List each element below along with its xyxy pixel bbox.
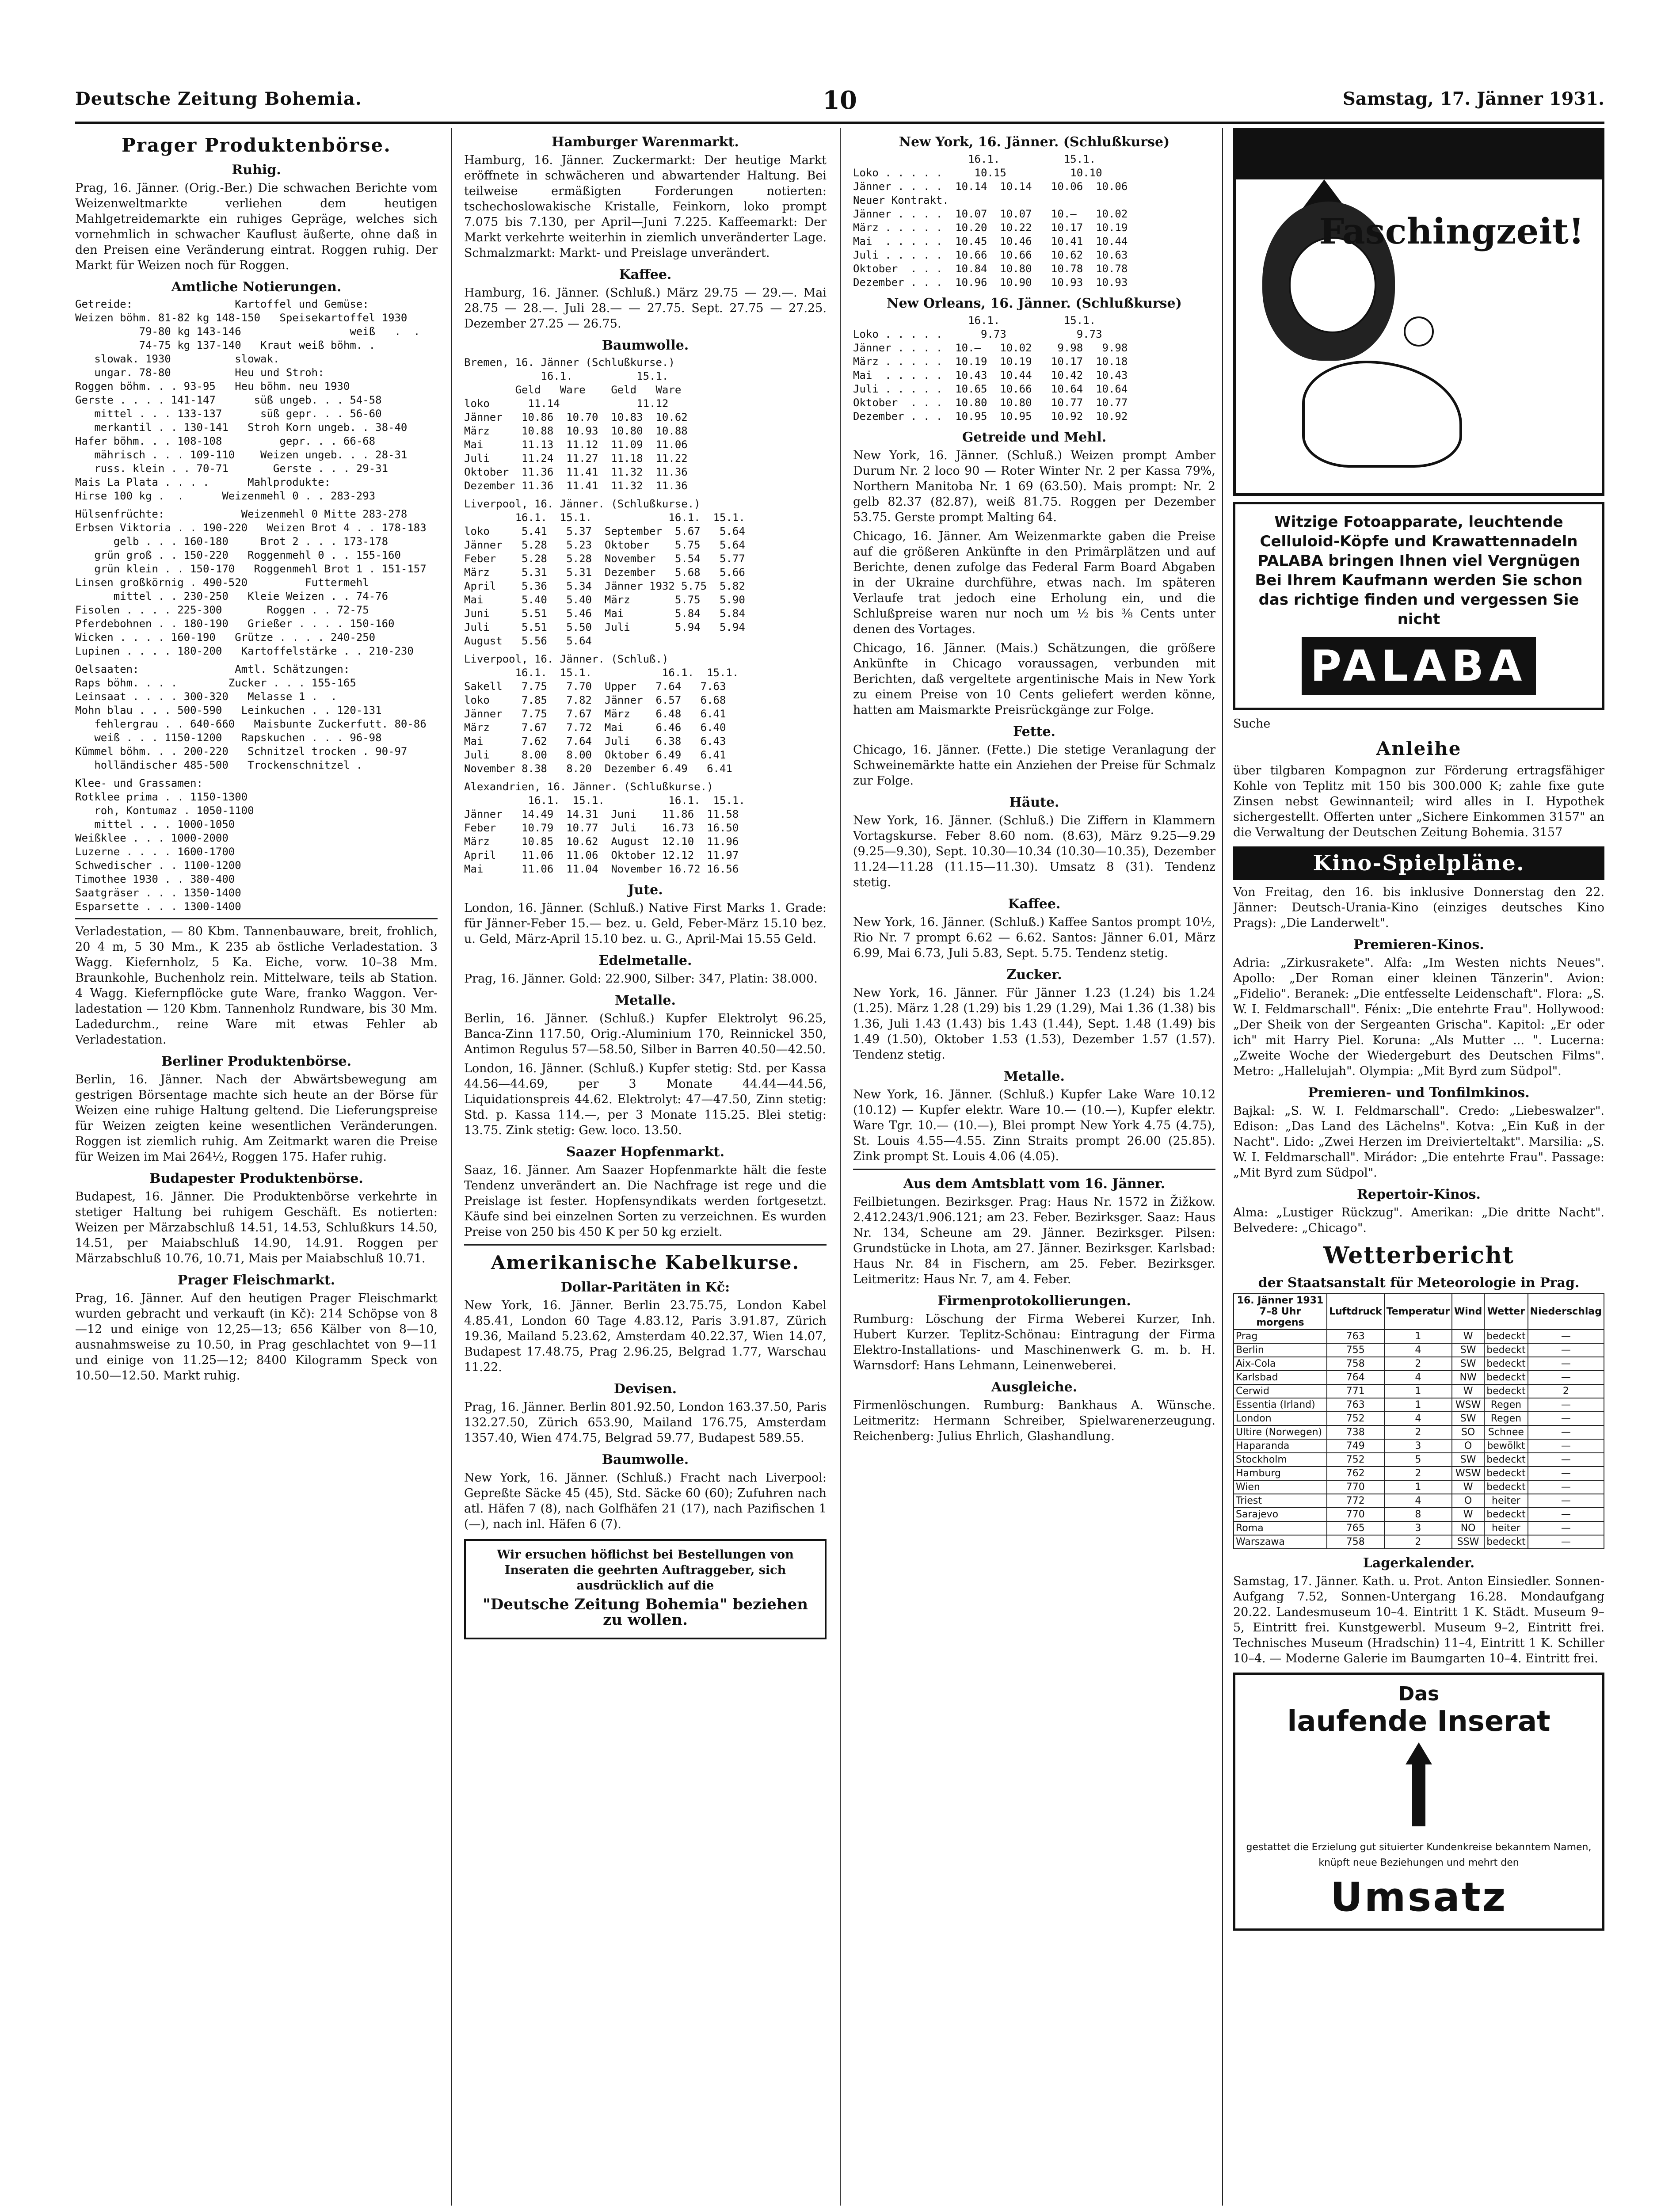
section-title: New York, 16. Jänner. (Schlußkurse) xyxy=(899,134,1170,150)
article-text: Chicago, 16. Jänner. (Fette.) Die stetige Veranlagung der Schweinemärkte hatte ein Anziehen der Preise für Schmalz zur Folge. xyxy=(853,743,1215,788)
kino-list: Alma: „Lustiger Rückzug". Amerikan: „Die dritte Nacht". Belvedere: „Chicago". xyxy=(1233,1206,1604,1235)
weather-cell: heiter xyxy=(1484,1494,1528,1508)
ad-small-text: gestattet die Erzielung gut situierter Kundenkreise bekanntem Namen, knüpft neue Beziehungen und mehrt den xyxy=(1246,1842,1592,1868)
weather-cell: — xyxy=(1528,1494,1604,1508)
notice-paper-name: "Deutsche Zeitung Bohemia" beziehen zu wollen. xyxy=(483,1596,808,1629)
weather-cell: 1 xyxy=(1384,1398,1452,1412)
weather-cell: 763 xyxy=(1327,1330,1384,1343)
kino-list: Adria: „Zirkusrakete". Alfa: „Im Westen nichts Neues". Apollo: „Der Roman einer kleinen Tänzerin". Avion: „Fidelio". Beranek: „Die entfesselte Leidenschaft". Flora: „S. W. I. Feldmarschall". Fénix: „Die entehrte Frau". Hollywood: „Der Sheik von der Sergeanten Grischa". Kapitol: „Er oder ich" mit Harry Piel. Koruna: „Als Mutter ... ". Lucerna: „Zweite Woche der Wiedergeburt des Deutschen Films". Metro: „Hallelujah". Olympia: „Mit Byrd zum Südpol". xyxy=(1233,956,1604,1078)
section-title: Getreide und Mehl. xyxy=(962,430,1107,445)
section-title: Lagerkalender. xyxy=(1363,1555,1475,1571)
article-text: Berlin, 16. Jänner. Nach der Abwärtsbewegung am gestrigen Börsentage machte sich heute an der Börse für Weizen eine ruhige Haltung geltend. Die Lieferungspreise für Weizen zeigten keine wesentlichen Veränderungen. Roggen ist ziemlich ruhig. Am Zeitmarkt waren die Preise für Weizen im Mai 264½, Roggen 175. Hafer ruhig. xyxy=(75,1073,438,1164)
weather-cell: Wien xyxy=(1234,1480,1327,1494)
weather-cell: bedeckt xyxy=(1484,1508,1528,1521)
weather-cell: Triest xyxy=(1234,1494,1327,1508)
section-title: Premieren-Kinos. xyxy=(1353,937,1484,953)
weather-cell: SO xyxy=(1452,1425,1484,1439)
weather-cell: Karlsbad xyxy=(1234,1371,1327,1384)
weather-cell: — xyxy=(1528,1453,1604,1467)
weather-header-cell: Wind xyxy=(1452,1294,1484,1330)
classified-label: Suche xyxy=(1233,717,1271,731)
weather-cell: Haparanda xyxy=(1234,1439,1327,1453)
section-title: Repertoir-Kinos. xyxy=(1356,1187,1481,1202)
section-title: Edelmetalle. xyxy=(598,953,692,968)
article-text: Prag, 16. Jänner. (Orig.-Ber.) Die schwachen Berichte vom Weizenweltmarkte verliehen dem heutigen Mahlgetreidemarkte ein ruhiges Gepräge, welches sich vornehmlich in schwacher Kauflust äußerte, ohne daß in den Preisen eine Veränderung eintrat. Roggen ruhig. Der Markt für Weizen noch für Roggen. xyxy=(75,181,438,272)
article-text: Prag, 16. Jänner. Berlin 801.92.50, London 163.37.50, Paris 132.27.50, Zürich 653.90, Mailand 176.75, Amsterdam 1357.40, Wien 474.75, Belgrad 59.77, Budapest 589.55. xyxy=(464,1400,827,1445)
weather-row xyxy=(1234,1508,1604,1521)
weather-cell: Warszawa xyxy=(1234,1535,1327,1549)
weather-cell: bedeckt xyxy=(1484,1330,1528,1343)
kino-intro: Von Freitag, den 16. bis inklusive Donnerstag den 22. Jänner: Deutsch-Urania-Kino (einziges deutsches Kino Prags): „Die Landerwelt". xyxy=(1233,885,1604,930)
page-number: 10 xyxy=(823,86,857,115)
column-4 xyxy=(1233,128,1604,2206)
kino-list: Bajkal: „S. W. I. Feldmarschall". Credo: „Liebeswalzer". Edison: „Das Land des Lächelns". Kotva: „Ein Kuß in der Nacht". Lido: „Zwei Herzen im Dreivierteltakt". Marsilia: „S. W. I. Feldmarschall". Mirádor: „Die entehrte Frau". Passage: „Mit Byrd zum Südpol". xyxy=(1233,1104,1604,1180)
price-table: 16.1. 15.1. Loko . . . . . 10.15 10.10 Jänner . . . . 10.14 10.14 10.06 10.06 Neuer Kontrakt. Jänner . . . . 10.07 10.07 10.— 10.02 März . . . . . 10.20 10.22 10.17 10.19 Mai . . . . . 10.45 10.46 10.41 10.44 Juli . . . . . 10.66 10.66 10.62 10.63 Oktober . . . 10.84 10.80 10.78 10.78 Dezember . . . 10.96 10.90 10.93 10.93 xyxy=(853,153,1128,289)
weather-cell: bedeckt xyxy=(1484,1371,1528,1384)
weather-cell: — xyxy=(1528,1508,1604,1521)
weather-cell: — xyxy=(1528,1371,1604,1384)
section-title: Metalle. xyxy=(1004,1069,1065,1084)
article-text: London, 16. Jänner. (Schluß.) Native First Marks 1. Grade: für Jänner-Feber 15.— bez. u. Geld, Feber-März 15.10 bez. u. Geld, März-April 15.10 bez. u. G., April-Mai 15.55 Geld. xyxy=(464,901,827,946)
weather-cell: W xyxy=(1452,1480,1484,1494)
weather-header-cell: Luftdruck xyxy=(1327,1294,1384,1330)
weather-cell: 4 xyxy=(1384,1412,1452,1425)
price-table: Oelsaaten: Amtl. Schätzungen: Raps böhm. . . . Zucker . . . 155-165 Leinsaat . . . . 300-320 Melasse 1 . . Mohn blau . . . 500-590 Leinkuchen . . 120-131 fehlergrau . . 640-660 Maisbunte Zuckerfutt. 80-86 weiß . . . 1150-1200 Rapskuchen . . . 96-98 Kümmel böhm. . . 200-220 Schnitzel trocken . 90-97 holländischer 485-500 Trockenschnitzel . xyxy=(75,663,427,771)
section-title: Amerikanische Kabelkurse. xyxy=(491,1252,800,1273)
rocket-icon xyxy=(1403,1742,1434,1835)
header-rule xyxy=(75,122,1604,124)
weather-cell: 2 xyxy=(1528,1384,1604,1398)
weather-cell: — xyxy=(1528,1330,1604,1343)
weather-row xyxy=(1234,1521,1604,1535)
weather-cell: Schnee xyxy=(1484,1425,1528,1439)
palaba-logo: PALABA xyxy=(1302,637,1536,695)
weather-cell: 8 xyxy=(1384,1508,1452,1521)
weather-row xyxy=(1234,1343,1604,1357)
weather-header-cell: Wetter xyxy=(1484,1294,1528,1330)
weather-cell: London xyxy=(1234,1412,1327,1425)
price-table: Liverpool, 16. Jänner. (Schlußkurse.) 16.1. 15.1. 16.1. 15.1. loko 5.41 5.37 September 5.67 5.64 Jänner 5.28 5.23 Oktober 5.75 5.64 Feber 5.28 5.28 November 5.54 5.77 März 5.31 5.31 Dezember 5.68 5.66 April 5.36 5.34 Jänner 1932 5.75 5.82 Mai 5.40 5.40 März 5.75 5.90 Juni 5.51 5.46 Mai 5.84 5.84 Juli 5.51 5.50 Juli 5.94 5.94 August 5.56 5.64 xyxy=(464,498,745,647)
weather-cell: bedeckt xyxy=(1484,1384,1528,1398)
weather-cell: — xyxy=(1528,1412,1604,1425)
weather-cell: W xyxy=(1452,1508,1484,1521)
article-text: New York, 16. Jänner. (Schluß.) Weizen prompt Amber Durum Nr. 2 loco 90 — Roter Winter Nr. 2 per Kassa 79%, Northern Manitoba Nr. 1 69 (63.50). Mais prompt: Nr. 2 gelb 82.37 (82.87), weiß 81.75. Roggen per Dezember 53.75. Gerste prompt Malting 64. xyxy=(853,449,1215,524)
article-text: Hamburg, 16. Jänner. Zuckermarkt: Der heutige Markt eröffnete in schwächeren und abwartender Haltung. Bei teilweise ermäßigten Forderungen notierten: tschechoslowakische Kristalle, Feinkorn, loko prompt 7.075 bis 7.130, per April—Juni 7.225. Kaffeemarkt: Der Markt verkehrte weiterhin in ziemlich unveränderter Lage. Schmalzmarkt: Markt- und Preislage unverändert. xyxy=(464,153,827,260)
weather-row xyxy=(1234,1480,1604,1494)
weather-cell: 1 xyxy=(1384,1330,1452,1343)
ad-headline: Faschingzeit! xyxy=(1319,210,1584,252)
article-text: Hamburg, 16. Jänner. (Schluß.) März 29.75 — 29.—. Mai 28.75 — 28.—. Juli 28.— — 27.75. Sept. 27.75 — 27.25. Dezember 27.25 — 26.75. xyxy=(464,286,827,331)
weather-row xyxy=(1234,1357,1604,1371)
article-text: New York, 16. Jänner. (Schluß.) Kupfer Lake Ware 10.12 (10.12) — Kupfer elektr. Ware 10.— (10.—), Kupfer elektr. Ware Tgr. 10.— (10.—), Blei prompt New York 4.75 (4.75), St. Louis 4.55—4.55. Zinn Straits prompt 26.00 (25.85). Zink prompt St. Louis 4.06 (4.05). xyxy=(853,1088,1215,1163)
weather-row xyxy=(1234,1425,1604,1439)
article-text: London, 16. Jänner. (Schluß.) Kupfer stetig: Std. per Kassa 44.56—44.69, per 3 Monate 44.44—44.56, Liquidationspreis 44.62. Elektrolyt: 47—47.50, Zinn stetig: Std. p. Kassa 114.—, per 3 Monate 115.25. Blei stetig: 13.75. Zink stetig: Gew. loco. 13.50. xyxy=(464,1062,827,1137)
weather-table xyxy=(1233,1293,1604,1549)
palaba-advertisement xyxy=(1233,502,1604,710)
column-1 xyxy=(75,128,438,2206)
weather-cell: bedeckt xyxy=(1484,1357,1528,1371)
weather-cell: SW xyxy=(1452,1412,1484,1425)
weather-cell: W xyxy=(1452,1330,1484,1343)
section-title: Baumwolle. xyxy=(602,338,689,353)
weather-cell: 3 xyxy=(1384,1439,1452,1453)
weather-cell: 762 xyxy=(1327,1467,1384,1480)
weather-row xyxy=(1234,1384,1604,1398)
weather-cell: bedeckt xyxy=(1484,1343,1528,1357)
weather-row xyxy=(1234,1371,1604,1384)
weather-cell: 758 xyxy=(1327,1535,1384,1549)
weather-cell: Sarajevo xyxy=(1234,1508,1327,1521)
notice-box xyxy=(464,1539,827,1639)
weather-header-cell: Niederschlag xyxy=(1528,1294,1604,1330)
weather-row xyxy=(1234,1330,1604,1343)
weather-cell: 770 xyxy=(1327,1480,1384,1494)
weather-cell: 1 xyxy=(1384,1384,1452,1398)
classified-title: Anleihe xyxy=(1376,738,1462,759)
weather-cell: Ultire (Norwegen) xyxy=(1234,1425,1327,1439)
weather-cell: Aix-Cola xyxy=(1234,1357,1327,1371)
weather-cell: SSW xyxy=(1452,1535,1484,1549)
fasching-advertisement xyxy=(1233,128,1604,496)
ad-banner xyxy=(1236,131,1602,179)
weather-cell: — xyxy=(1528,1357,1604,1371)
weather-cell: bedeckt xyxy=(1484,1453,1528,1467)
weather-cell: Roma xyxy=(1234,1521,1327,1535)
weather-cell: 4 xyxy=(1384,1371,1452,1384)
price-table: Alexandrien, 16. Jänner. (Schlußkurse.) 16.1. 15.1. 16.1. 15.1. Jänner 14.49 14.31 Juni 11.86 11.58 Feber 10.79 10.77 Juli 16.73 16.50 März 10.85 10.62 August 12.10 11.96 April 11.06 11.06 Oktober 12.12 11.97 Mai 11.06 11.04 November 16.72 16.56 xyxy=(464,781,745,875)
article-text: Budapest, 16. Jänner. Die Produktenbörse verkehrte in stetiger Haltung bei ruhigem Geschäft. Es notierten: Weizen per Märzabschluß 14.51, 14.53, Schlußkurs 14.50, 14.51, per Maiabschluß 14.90, 14.91. Roggen per Märzabschluß 10.76, 10.71, Mais per Maiabschluß 10.71. xyxy=(75,1190,438,1265)
weather-cell: Stockholm xyxy=(1234,1453,1327,1467)
article-text: Prag, 16. Jänner. Gold: 22.900, Silber: 347, Platin: 38.000. xyxy=(464,972,818,986)
weather-row xyxy=(1234,1453,1604,1467)
weather-cell: 2 xyxy=(1384,1425,1452,1439)
column-divider xyxy=(1222,128,1223,2206)
weather-row xyxy=(1234,1439,1604,1453)
weather-cell: Prag xyxy=(1234,1330,1327,1343)
weather-cell: 770 xyxy=(1327,1508,1384,1521)
weather-cell: 752 xyxy=(1327,1453,1384,1467)
weather-cell: 2 xyxy=(1384,1467,1452,1480)
weather-cell: O xyxy=(1452,1439,1484,1453)
weather-row xyxy=(1234,1494,1604,1508)
weather-header-row xyxy=(1234,1294,1604,1330)
weather-cell: 755 xyxy=(1327,1343,1384,1357)
price-table: Hülsenfrüchte: Weizenmehl 0 Mitte 283-278 Erbsen Viktoria . . 190-220 Weizen Brot 4 . . 178-183 gelb . . . 160-180 Brot 2 . . . 173-178 grün groß . . 150-220 Roggenmehl 0 . . 155-160 grün klein . . 150-170 Roggenmehl Brot 1 . 151-157 Linsen großkörnig . 490-520 Futtermehl mittel . . 230-250 Kleie Weizen . . 74-76 Fisolen . . . . 225-300 Roggen . . 72-75 Pferdebohnen . . 180-190 Grießer . . . . 150-160 Wicken . . . . 160-190 Grütze . . . . 240-250 Lupinen . . . . 180-200 Kartoffelstärke . . 210-230 xyxy=(75,508,427,657)
weather-cell: SW xyxy=(1452,1357,1484,1371)
section-title: Zucker. xyxy=(1006,967,1062,983)
weather-cell: Essentia (Irland) xyxy=(1234,1398,1327,1412)
weather-cell: 738 xyxy=(1327,1425,1384,1439)
weather-cell: NO xyxy=(1452,1521,1484,1535)
weather-header-cell: Temperatur xyxy=(1384,1294,1452,1330)
weather-row xyxy=(1234,1467,1604,1480)
page-header xyxy=(75,88,1604,119)
section-subtitle: Ruhig. xyxy=(232,162,281,178)
weather-cell: 1 xyxy=(1384,1480,1452,1494)
section-title: Metalle. xyxy=(615,993,676,1008)
price-table: Liverpool, 16. Jänner. (Schluß.) 16.1. 15.1. 16.1. 15.1. Sakell 7.75 7.70 Upper 7.64 7.63 loko 7.85 7.82 Jänner 6.57 6.68 Jänner 7.75 7.67 März 6.48 6.41 März 7.67 7.72 Mai 6.46 6.40 Mai 7.62 7.64 Juli 6.38 6.43 Juli 8.00 8.00 Oktober 6.49 6.41 November 8.38 8.20 Dezember 6.49 6.41 xyxy=(464,653,739,775)
weather-cell: 749 xyxy=(1327,1439,1384,1453)
section-title: Jute. xyxy=(628,882,663,898)
price-table: Klee- und Grassamen: Rotklee prima . . 1150-1300 roh, Kontumaz . 1050-1100 mittel . . . 1000-1050 Weißklee . . . 1000-2000 Luzerne . . . . 1600-1700 Schwedischer . . 1100-1200 Timothee 1930 . . 380-400 Saatgräser . . . 1350-1400 Esparsette . . . 1300-1400 xyxy=(75,777,254,913)
section-title: Saazer Hopfenmarkt. xyxy=(566,1144,725,1160)
notice-text: Wir ersuchen höflichst bei Bestellungen von Inseraten die geehrten Auftraggeber, sich ausdrücklich auf die xyxy=(497,1548,794,1593)
weather-cell: — xyxy=(1528,1425,1604,1439)
column-divider xyxy=(451,128,452,2206)
weather-row xyxy=(1234,1398,1604,1412)
palaba-text: Witzige Fotoapparate, leuchtende Celluloid-Köpfe und Krawattennadeln PALABA bringen Ihnen viel Vergnügen Bei Ihrem Kaufmann werden Sie schon das richtige finden und vergessen Sie nicht xyxy=(1255,513,1583,628)
weather-title: Wetterbericht xyxy=(1323,1242,1514,1269)
section-title: Fette. xyxy=(1013,724,1055,739)
weather-cell: Regen xyxy=(1484,1412,1528,1425)
doll-icon xyxy=(1404,316,1434,347)
weather-cell: SW xyxy=(1452,1453,1484,1467)
weather-header-cell: 16. Jänner 1931 7–8 Uhr morgens xyxy=(1234,1294,1327,1330)
weather-cell: 758 xyxy=(1327,1357,1384,1371)
article-text: Chicago, 16. Jänner. Am Weizenmarkte gaben die Preise auf die größeren Ankünfte in den Primärplätzen und auf Berichte, denen zufolge das Federal Farm Board Abgaben in der Ukraine durchführe, etwas nach. Im späteren Verlaufe trat jedoch eine Erholung ein, und die Schlußpreise waren nur noch um ½ bis ⅜ Cents unter denen des Vortages. xyxy=(853,530,1215,636)
section-title: Aus dem Amtsblatt vom 16. Jänner. xyxy=(903,1176,1166,1192)
section-title: Häute. xyxy=(1009,795,1059,810)
weather-cell: — xyxy=(1528,1398,1604,1412)
weather-cell: 765 xyxy=(1327,1521,1384,1535)
kino-title: Kino-Spielpläne. xyxy=(1233,846,1604,880)
weather-cell: — xyxy=(1528,1343,1604,1357)
weather-cell: Hamburg xyxy=(1234,1467,1327,1480)
section-title: Baumwolle. xyxy=(602,1452,689,1467)
weather-cell: 752 xyxy=(1327,1412,1384,1425)
weather-cell: — xyxy=(1528,1467,1604,1480)
weather-cell: Regen xyxy=(1484,1398,1528,1412)
section-subtitle: Dollar-Paritäten in Kč: xyxy=(560,1280,730,1295)
column-3 xyxy=(853,128,1215,2206)
inserat-advertisement xyxy=(1233,1673,1604,1931)
weather-cell: — xyxy=(1528,1521,1604,1535)
section-title: Firmenprotokollierungen. xyxy=(937,1293,1131,1309)
section-title: Ausgleiche. xyxy=(991,1379,1078,1395)
section-title: Devisen. xyxy=(613,1381,677,1397)
weather-subtitle: der Staatsanstalt für Meteorologie in Prag. xyxy=(1258,1275,1580,1291)
weather-cell: 2 xyxy=(1384,1357,1452,1371)
article-text: Feilbietungen. Bezirksger. Prag: Haus Nr. 1572 in Žižkow. 2.412.243/1.906.121; am 23. Feber. Bezirksger. Saaz: Haus Nr. 134, Scheune am 29. Jänner. Bezirksger. Pilsen: Grundstücke in Lhota, am 27. Jänner. Bezirksger. Karlsbad: Haus Nr. 84 in Fischern, am 25. Feber. Bezirksger. Leitmeritz: Haus Nr. 7, am 4. Feber. xyxy=(853,1195,1215,1286)
divider xyxy=(75,918,438,919)
weather-row xyxy=(1234,1535,1604,1549)
section-title: Kaffee. xyxy=(1008,896,1061,912)
article-text: New York, 16. Jänner. Für Jänner 1.23 (1.24) bis 1.24 (1.25). März 1.28 (1.29) bis 1.29 (1.29), Mai 1.36 (1.38) bis 1.36, Juli 1.43 (1.43) bis 1.43 (1.44), Sept. 1.48 (1.49) bis 1.49 (1.50), Oktober 1.53 (1.53), Dezember 1.57 (1.57). Tendenz stetig. xyxy=(853,986,1215,1062)
weather-cell: NW xyxy=(1452,1371,1484,1384)
article-text: Chicago, 16. Jänner. (Mais.) Schätzungen, die größere Ankünfte in Chicago voraussagen, verbunden mit Berichten, daß vergeltete argentinische Mais in New York zu einem Preise von 10 Cents geliefert werden könne, hatten am Maismarkte Preisrückgänge zur Folge. xyxy=(853,641,1215,717)
article-text: Prag, 16. Jänner. Auf den heutigen Prager Fleischmarkt wurden gebracht und verkauft (in Kč): 214 Schöpse von 8—12 und einige von 12,25—13; 656 Kälber von 8—10, ausnahmsweise zu 10.50, in Prag geschlachtet von 9—11 und einige von 11.25—12; 8400 Kilogramm Speck von 10.50—12.50. Markt ruhig. xyxy=(75,1292,438,1383)
weather-cell: Cerwid xyxy=(1234,1384,1327,1398)
weather-cell: bedeckt xyxy=(1484,1535,1528,1549)
article-text: New York, 16. Jänner. Berlin 23.75.75, London Kabel 4.85.41, London 60 Tage 4.83.12, Paris 3.91.87, Zürich 19.36, Mailand 5.23.62, Amsterdam 40.22.37, Wien 14.07, Budapest 17.48.75, Prag 2.96.25, Belgrad 1.77, Warschau 11.22. xyxy=(464,1299,827,1374)
weather-cell: heiter xyxy=(1484,1521,1528,1535)
weather-cell: 5 xyxy=(1384,1453,1452,1467)
article-text: Rumburg: Löschung der Firma Weberei Kurzer, Inh. Hubert Kurzer. Teplitz-Schönau: Eintragung der Firma Elektro-Installations- und Maschinenwerk G. m. b. H. Warnsdorf: Hans Lehmann, Leinenweberei. xyxy=(853,1312,1215,1372)
weather-cell: WSW xyxy=(1452,1467,1484,1480)
weather-cell: 4 xyxy=(1384,1494,1452,1508)
section-title: Kaffee. xyxy=(619,267,672,282)
weather-cell: O xyxy=(1452,1494,1484,1508)
ad-line: laufende Inserat xyxy=(1287,1705,1550,1738)
article-text: New York, 16. Jänner. (Schluß.) Die Ziffern in Klammern Vortagskurse. Feber 8.60 nom. (8.63), März 9.25—9.29 (9.25—9.30), Sept. 10.30—10.34 (10.30—10.35), Dezember 11.24—11.28 (11.15—11.30). Umsatz 8 (31). Tendenz stetig. xyxy=(853,814,1215,889)
article-text: New York, 16. Jänner. (Schluß.) Fracht nach Liverpool: Gepreßte Säcke 45 (45), Std. Säcke 60 (60); Zufuhren nach atl. Häfen 7 (8), nach Golfhäfen 21 (17), nach Pazifischen 1 (—), nach inl. Häfen 6 (7). xyxy=(464,1471,827,1531)
weather-cell: — xyxy=(1528,1535,1604,1549)
ad-umsatz: Umsatz xyxy=(1330,1874,1508,1920)
article-text: Verladestation, — 80 Kbm. Tannenbauware, breit, frohlich, 20 4 m, 5 30 Mm., K 235 ab östliche Verladestation. 3 Wagg. Kiefernholz, 5 Ka. Eiche, vorw. 10–38 Mm. Braunkohle, Buchenholz rein. Mittelware, teils ab Station. 4 Wagg. Kiefernpflöcke gute Ware, franko Waggon. Ver-ladestation — 120 Kbm. Tannenholz Rundware, bis 30 Mm. Ladedurchm., reine Ware mit etwas Fehler ab Verladestation. xyxy=(75,925,438,1047)
weather-cell: WSW xyxy=(1452,1398,1484,1412)
price-table: Getreide: Kartoffel und Gemüse: Weizen böhm. 81-82 kg 148-150 Speisekartoffel 1930 79-80 kg 143-146 weiß . . 74-75 kg 137-140 Kraut weiß böhm. . slowak. 1930 slowak. ungar. 78-80 Heu und Stroh: Roggen böhm. . . 93-95 Heu böhm. neu 1930 Gerste . . . . 141-147 süß ungeb. . . 54-58 mittel . . . 133-137 süß gepr. . . 56-60 merkantil . . 130-141 Stroh Korn ungeb. . 38-40 Hafer böhm. . . 108-108 gepr. . . 66-68 mährisch . . . 109-110 Weizen ungeb. . . 28-31 russ. klein . . 70-71 Gerste . . . 29-31 Mais La Plata . . . . Mahlprodukte: Hirse 100 kg . . Weizenmehl 0 . . 283-293 xyxy=(75,298,420,502)
section-title: Budapester Produktenbörse. xyxy=(149,1171,363,1186)
article-text: Saaz, 16. Jänner. Am Saazer Hopfenmarkte hält die feste Tendenz unverändert an. Die Nachfrage ist rege und die Preislage ist fester. Hopfensyndikats werden fortgesetzt. Käufe sind bei einzelnen Sorten zu verzeichnen. Es wurden Preise von 250 bis 450 K per 50 kg erzielt. xyxy=(464,1163,827,1239)
weather-cell: 3 xyxy=(1384,1521,1452,1535)
masthead-left: Deutsche Zeitung Bohemia. xyxy=(75,88,362,109)
article-text: New York, 16. Jänner. (Schluß.) Kaffee Santos prompt 10½, Rio Nr. 7 prompt 6.62 — 6.62. Santos: Jänner 6.01, März 6.99, Mai 6.73, Juli 5.83, Sept. 5.75. Tendenz stetig. xyxy=(853,915,1215,960)
weather-cell: 763 xyxy=(1327,1398,1384,1412)
section-title: Premieren- und Tonfilmkinos. xyxy=(1308,1085,1530,1101)
weather-cell: 771 xyxy=(1327,1384,1384,1398)
issue-date: Samstag, 17. Jänner 1931. xyxy=(1342,88,1604,109)
weather-cell: bedeckt xyxy=(1484,1467,1528,1480)
weather-cell: W xyxy=(1452,1384,1484,1398)
divider xyxy=(464,1244,827,1246)
price-table: Bremen, 16. Jänner (Schlußkurse.) 16.1. 15.1. Geld Ware Geld Ware loko 11.14 11.12 Jänner 10.86 10.70 10.83 10.62 März 10.88 10.93 10.80 10.88 Mai 11.13 11.12 11.09 11.06 Juli 11.24 11.27 11.18 11.22 Oktober 11.36 11.41 11.32 11.36 Dezember 11.36 11.41 11.32 11.36 xyxy=(464,356,688,492)
weather-cell: — xyxy=(1528,1439,1604,1453)
article-text: Firmenlöschungen. Rumburg: Bankhaus A. Wünsche. Leitmeritz: Hermann Schreiber, Spielwarenerzeugung. Reichenberg: Julius Ehrlich, Glashandlung. xyxy=(853,1398,1215,1443)
price-table: 16.1. 15.1. Loko . . . . . 9.73 9.73 Jänner . . . . 10.— 10.02 9.98 9.98 März . . . . . 10.19 10.19 10.17 10.18 Mai . . . . . 10.43 10.44 10.42 10.43 Juli . . . . . 10.65 10.66 10.64 10.64 Oktober . . . 10.80 10.80 10.77 10.77 Dezember . . . 10.95 10.95 10.92 10.92 xyxy=(853,314,1128,423)
weather-row xyxy=(1234,1412,1604,1425)
classified-text: über tilgbaren Kompagnon zur Förderung ertragsfähiger Kohle von Teplitz mit 150 bis 300.000 K; zahle fixe gute Zinsen nebst Gewinnanteil; wird alles in I. Hypothek sichergestellt. Offerten unter „Sichere Einkommen 3157" an die Verwaltung der Deutschen Zeitung Bohemia. 3157 xyxy=(1233,764,1604,839)
article-text: Samstag, 17. Jänner. Kath. u. Prot. Anton Einsiedler. Sonnen-Aufgang 7.52, Sonnen-Untergang 16.28. Mondaufgang 20.22. Landesmuseum 10–4. Eintritt 1 K. Städt. Museum 9–5, Eintritt frei. Kunstgewerbl. Museum 9–2, Eintritt frei. Technisches Museum (Hradschin) 11–4, Eintritt 1 K. Schiller 10–4. — Moderne Galerie im Baumgarten 10–4. Eintritt frei. xyxy=(1233,1574,1604,1665)
column-2 xyxy=(464,128,827,2206)
column-divider xyxy=(840,128,841,2206)
table-title: Amtliche Notierungen. xyxy=(171,279,342,295)
weather-cell: 2 xyxy=(1384,1535,1452,1549)
weather-cell: Berlin xyxy=(1234,1343,1327,1357)
weather-cell: SW xyxy=(1452,1343,1484,1357)
weather-cell: 4 xyxy=(1384,1343,1452,1357)
section-title: Prager Produktenbörse. xyxy=(122,134,391,156)
section-title: New Orleans, 16. Jänner. (Schlußkurse) xyxy=(887,296,1182,311)
weather-cell: bedeckt xyxy=(1484,1480,1528,1494)
ad-line: Das xyxy=(1398,1683,1440,1705)
article-text: Berlin, 16. Jänner. (Schluß.) Kupfer Elektrolyt 96.25, Banca-Zinn 117.50, Orig.-Aluminium 170, Reinnickel 350, Antimon Regulus 57—58.50, Silber in Barren 40.50—42.50. xyxy=(464,1012,827,1056)
weather-cell: 764 xyxy=(1327,1371,1384,1384)
weather-cell: bewölkt xyxy=(1484,1439,1528,1453)
section-title: Prager Fleischmarkt. xyxy=(177,1273,335,1288)
weather-cell: — xyxy=(1528,1480,1604,1494)
section-title: Hamburger Warenmarkt. xyxy=(552,134,739,150)
weather-cell: 772 xyxy=(1327,1494,1384,1508)
divider xyxy=(853,1169,1215,1170)
section-title: Berliner Produktenbörse. xyxy=(161,1054,352,1069)
hand-illustration xyxy=(1302,361,1462,468)
